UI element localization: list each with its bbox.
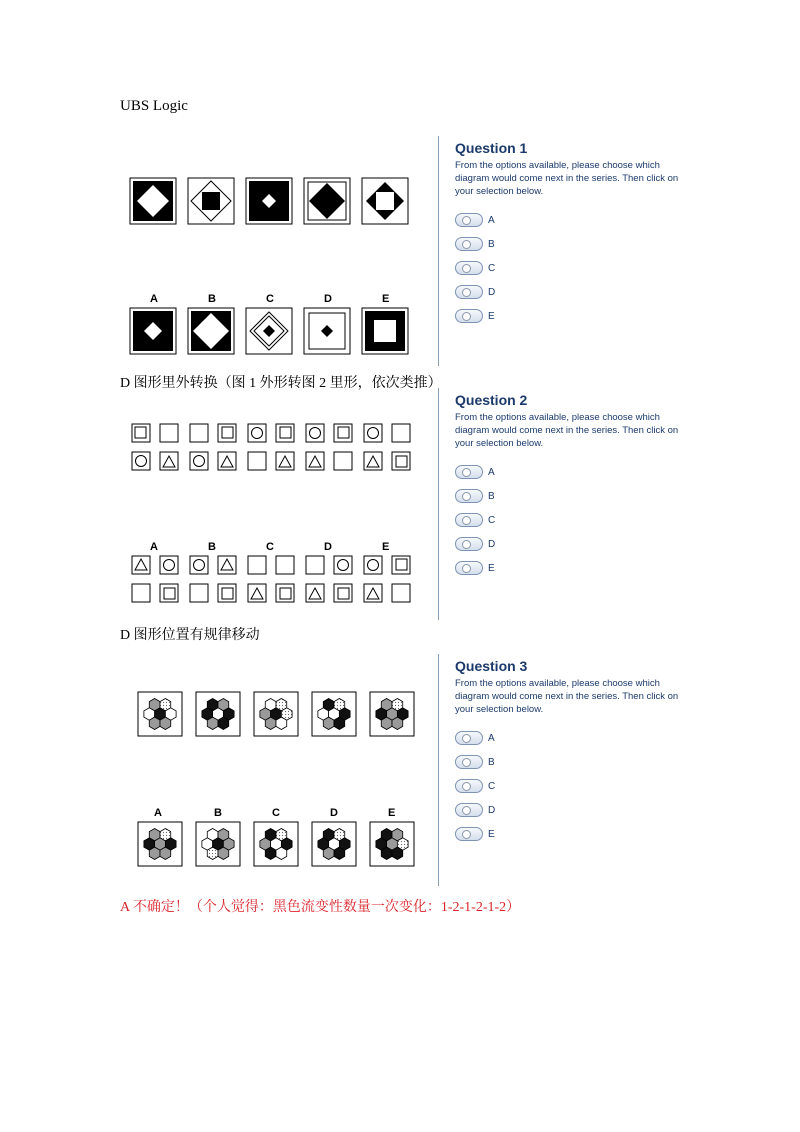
option-label: C: [488, 514, 496, 526]
q3-option-label-c: C: [272, 807, 280, 819]
question-1-prompt: From the options available, please choose which diagram would come next in the series. Then click on your selection below.: [455, 160, 679, 197]
q3-option-label-a: A: [154, 807, 162, 819]
option-label: C: [488, 262, 496, 274]
option-label: A: [488, 214, 495, 226]
q2-radio-option-d[interactable]: [455, 532, 700, 556]
q3-option-b: [196, 822, 240, 866]
radio-button[interactable]: [455, 537, 483, 551]
q1-series-3: [246, 178, 292, 224]
radio-dot-icon: [462, 216, 471, 225]
radio-button[interactable]: [455, 827, 483, 841]
q1-option-label-a: A: [150, 293, 158, 305]
q2-option-label-a: A: [150, 541, 158, 553]
q3-series-5: [370, 692, 414, 736]
q3-radio-option-a[interactable]: [455, 726, 700, 750]
question-1-figures: [120, 136, 438, 366]
question-2-options: [455, 460, 700, 580]
q3-hex-figures: [138, 692, 414, 866]
q2-option-label-b: B: [208, 541, 216, 553]
radio-dot-icon: [462, 806, 471, 815]
q3-series-4: [312, 692, 356, 736]
radio-dot-icon: [462, 492, 471, 501]
q2-series-2: [190, 424, 236, 470]
radio-dot-icon: [462, 264, 471, 273]
question-3-figures: [120, 654, 438, 886]
radio-button[interactable]: [455, 755, 483, 769]
radio-dot-icon: [462, 758, 471, 767]
q3-option-label-b: B: [214, 807, 222, 819]
question-2-answer-note: D 图形位置有规律移动: [120, 628, 260, 643]
radio-button[interactable]: [455, 465, 483, 479]
q1-radio-option-c[interactable]: [455, 256, 700, 280]
q1-option-label-c: C: [266, 293, 274, 305]
radio-button[interactable]: [455, 513, 483, 527]
q1-radio-option-b[interactable]: [455, 232, 700, 256]
radio-button[interactable]: [455, 285, 483, 299]
option-label: E: [488, 828, 495, 840]
question-1-options: [455, 208, 700, 328]
option-label: B: [488, 238, 495, 250]
q1-series-5: [362, 178, 408, 224]
radio-dot-icon: [462, 734, 471, 743]
q2-series-1: [132, 424, 178, 470]
q1-series-2: [188, 178, 234, 224]
q1-option-label-b: B: [208, 293, 216, 305]
radio-button[interactable]: [455, 261, 483, 275]
q2-option-a: [132, 556, 178, 602]
q1-option-b: [188, 308, 234, 354]
option-label: E: [488, 310, 495, 322]
q3-radio-option-d[interactable]: [455, 798, 700, 822]
radio-button[interactable]: [455, 731, 483, 745]
radio-button[interactable]: [455, 237, 483, 251]
radio-dot-icon: [462, 468, 471, 477]
q1-radio-option-a[interactable]: [455, 208, 700, 232]
q1-option-c: [246, 308, 292, 354]
q2-option-label-c: C: [266, 541, 274, 553]
option-label: D: [488, 804, 496, 816]
q1-option-e: [362, 308, 408, 354]
q1-option-d: [304, 308, 350, 354]
question-2-figures: [120, 388, 438, 620]
q2-series-3: [248, 424, 294, 470]
q3-option-e: [370, 822, 414, 866]
q3-option-label-e: E: [388, 807, 396, 819]
q1-option-label-d: D: [324, 293, 332, 305]
q3-option-d: [312, 822, 356, 866]
question-3: [120, 654, 680, 886]
question-1-answer-note: D 图形里外转换（图 1 外形转图 2 里形，依次类推）: [120, 376, 442, 391]
radio-button[interactable]: [455, 309, 483, 323]
q2-option-e: [364, 556, 410, 602]
q2-radio-option-c[interactable]: [455, 508, 700, 532]
q3-radio-option-c[interactable]: [455, 774, 700, 798]
q2-radio-option-a[interactable]: [455, 460, 700, 484]
radio-button[interactable]: [455, 561, 483, 575]
q1-series-4: [304, 178, 350, 224]
radio-button[interactable]: [455, 213, 483, 227]
question-2-title: Question 2: [455, 392, 528, 408]
radio-dot-icon: [462, 312, 471, 321]
q2-option-d: [306, 556, 352, 602]
q3-series-2: [196, 692, 240, 736]
question-3-options: [455, 726, 700, 846]
question-2: [120, 388, 680, 620]
radio-button[interactable]: [455, 803, 483, 817]
radio-dot-icon: [462, 288, 471, 297]
radio-button[interactable]: [455, 779, 483, 793]
option-label: B: [488, 490, 495, 502]
question-2-panel: [438, 388, 700, 620]
q2-radio-option-e[interactable]: [455, 556, 700, 580]
q1-radio-option-d[interactable]: [455, 280, 700, 304]
q1-option-label-e: E: [382, 293, 390, 305]
question-3-answer-note: A 不确定！（个人觉得：黑色流变性数量一次变化：1-2-1-2-1-2）: [120, 900, 521, 915]
q1-option-a: [130, 308, 176, 354]
q3-option-a: [138, 822, 182, 866]
q3-radio-option-e[interactable]: [455, 822, 700, 846]
q2-option-label-e: E: [382, 541, 390, 553]
option-label: A: [488, 732, 495, 744]
option-label: B: [488, 756, 495, 768]
option-label: D: [488, 538, 496, 550]
q3-option-c: [254, 822, 298, 866]
q1-series-1: [130, 178, 176, 224]
q1-radio-option-e[interactable]: [455, 304, 700, 328]
question-3-panel: [438, 654, 700, 886]
radio-dot-icon: [462, 240, 471, 249]
radio-dot-icon: [462, 830, 471, 839]
q2-option-c: [248, 556, 294, 602]
q2-option-label-d: D: [324, 541, 332, 553]
q3-series-3: [254, 692, 298, 736]
option-label: D: [488, 286, 496, 298]
radio-button[interactable]: [455, 489, 483, 503]
option-label: C: [488, 780, 496, 792]
radio-dot-icon: [462, 540, 471, 549]
question-2-prompt: From the options available, please choose which diagram would come next in the series. Then click on your selection below.: [455, 412, 679, 449]
q2-series-5: [364, 424, 410, 470]
option-label: E: [488, 562, 495, 574]
radio-dot-icon: [462, 564, 471, 573]
q2-option-b: [190, 556, 236, 602]
radio-dot-icon: [462, 782, 471, 791]
option-label: A: [488, 466, 495, 478]
question-3-prompt: From the options available, please choose which diagram would come next in the series. Then click on your selection below.: [455, 678, 679, 715]
doc-title: UBS Logic: [120, 98, 188, 114]
q2-series-4: [306, 424, 352, 470]
q3-series-1: [138, 692, 182, 736]
q2-radio-option-b[interactable]: [455, 484, 700, 508]
question-3-title: Question 3: [455, 658, 528, 674]
question-1: [120, 136, 680, 366]
question-1-title: Question 1: [455, 140, 528, 156]
q3-radio-option-b[interactable]: [455, 750, 700, 774]
radio-dot-icon: [462, 516, 471, 525]
question-1-panel: [438, 136, 700, 366]
q3-option-label-d: D: [330, 807, 338, 819]
